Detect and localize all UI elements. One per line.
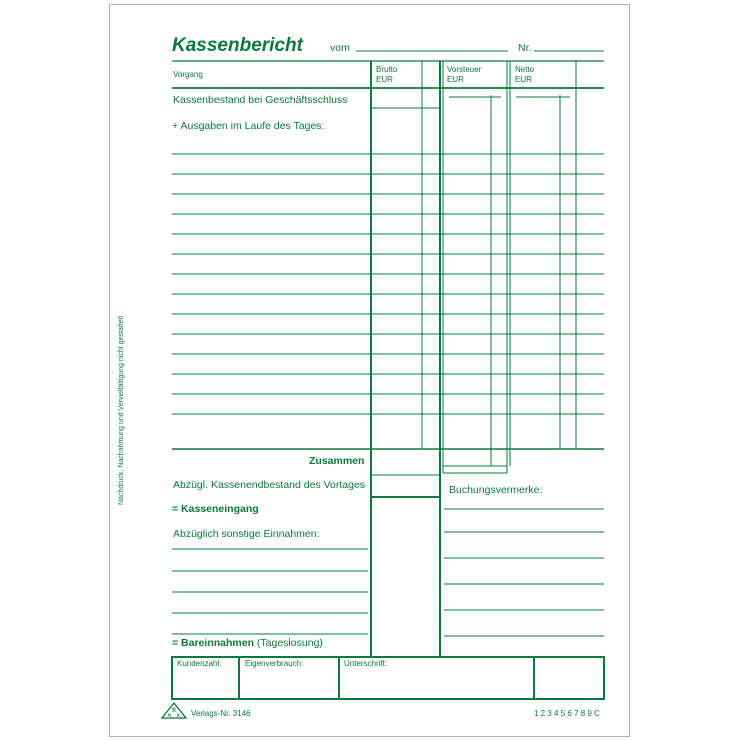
col-brutto-header: Brutto bbox=[376, 65, 398, 74]
bareinnahmen-label: = Bareinnahmen bbox=[172, 637, 254, 649]
buchungsvermerke-label: Buchungsvermerke: bbox=[449, 484, 543, 496]
col-netto-header: Netto bbox=[515, 65, 535, 74]
print-codes: 1 2 3 4 5 6 7 8 9 C bbox=[534, 709, 600, 718]
verlag-number: Verlags-Nr. 3146 bbox=[191, 709, 251, 718]
vom-label: vom bbox=[330, 42, 350, 54]
page-frame bbox=[110, 5, 630, 737]
kassenbestand-label: Kassenbestand bei Geschäftsschluss bbox=[173, 94, 348, 106]
ausgaben-label: + Ausgaben im Laufe des Tages: bbox=[172, 120, 325, 132]
col-vorsteuer-header: Vorsteuer bbox=[447, 65, 482, 74]
unterschrift-label: Unterschrift: bbox=[344, 659, 388, 668]
zusammen-label: Zusammen bbox=[309, 455, 365, 467]
form-title: Kassenbericht bbox=[172, 35, 303, 56]
footer-box bbox=[172, 657, 604, 699]
eigenverbrauch-label: Eigenverbrauch: bbox=[245, 659, 304, 668]
logo-top-letter: R bbox=[172, 708, 176, 714]
copyright-side-text: Nachdruck, Nachahmung und Vervielfältigung nicht gestattet! bbox=[118, 315, 125, 505]
logo-right-letter: K bbox=[176, 712, 181, 718]
col-vorsteuer-currency: EUR bbox=[447, 75, 464, 84]
kasseneingang-label: = Kasseneingang bbox=[172, 503, 259, 515]
logo-left-letter: N bbox=[167, 712, 172, 718]
kundenzahl-label: Kundenzahl: bbox=[177, 659, 222, 668]
bareinnahmen-row bbox=[172, 638, 323, 649]
abzueglich-einnahmen-label: Abzüglich sonstige Einnahmen: bbox=[173, 528, 320, 540]
col-vorgang-header: Vorgang bbox=[173, 70, 203, 79]
nr-label: Nr. bbox=[518, 42, 532, 54]
abzueglich-kassenendbestand-label: Abzügl. Kassenendbestand des Vortages bbox=[173, 479, 366, 491]
col-netto-currency: EUR bbox=[515, 75, 532, 84]
col-brutto-currency: EUR bbox=[376, 75, 393, 84]
tageslosung-label: (Tageslosung) bbox=[256, 637, 323, 649]
